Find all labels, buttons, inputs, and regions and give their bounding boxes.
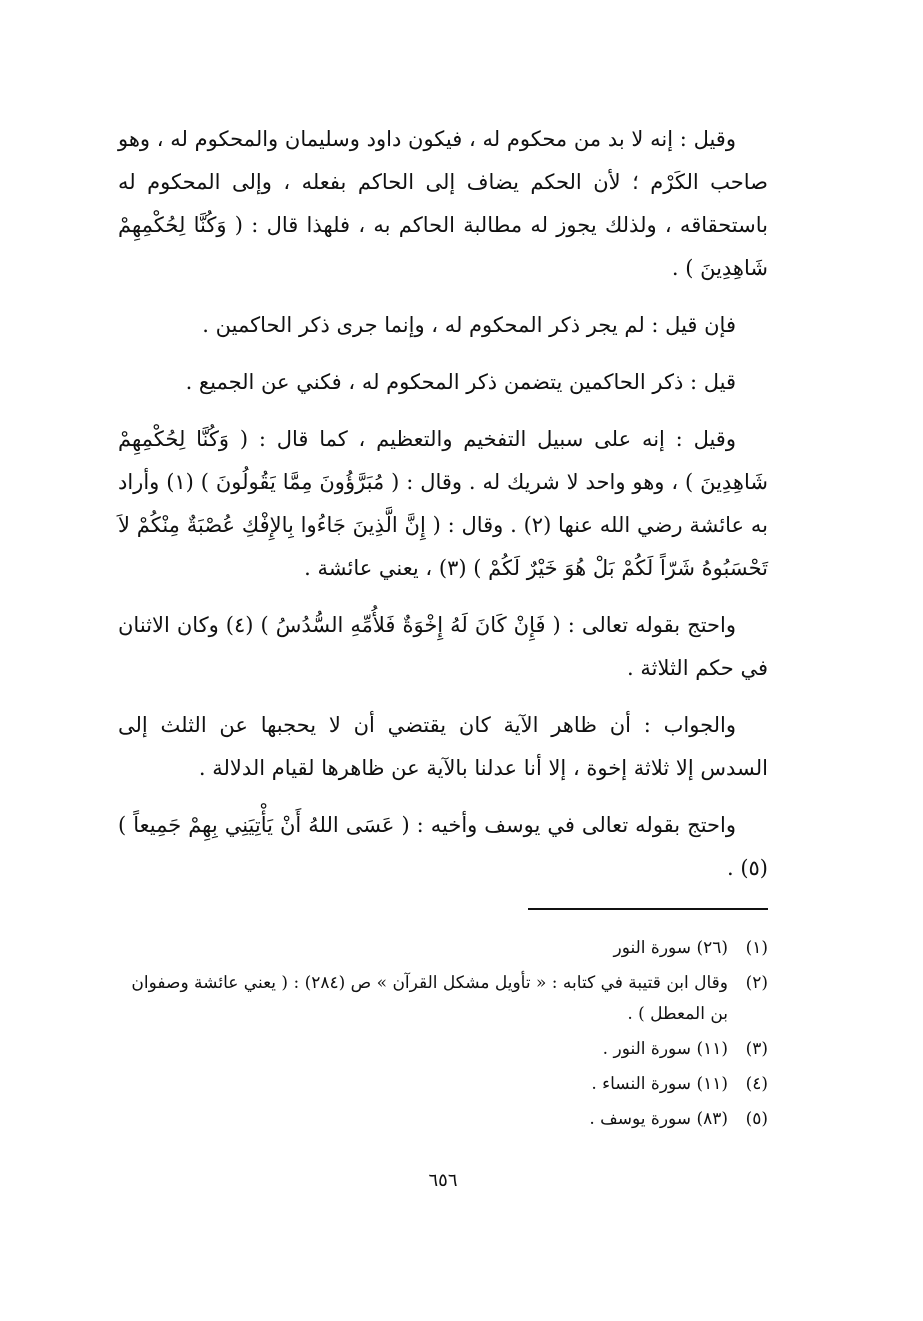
- paragraph: قيل : ذكر الحاكمين يتضمن ذكر المحكوم له ، فكني عن الجميع .: [185, 370, 736, 394]
- footnote-text: (٨٣) سورة يوسف .: [589, 1109, 728, 1129]
- footnote-number: (٥): [745, 1109, 768, 1129]
- paragraph: واحتج بقوله تعالى في يوسف وأخيه : ( عَسَى اللهُ أَنْ يَأْتِيَنِي بِهِمْ جَمِيعاً ) (٥) .: [118, 813, 768, 880]
- footnote: [118, 933, 768, 964]
- footnote: [118, 1069, 768, 1100]
- footnote-number: (١): [745, 938, 768, 958]
- footnote: [118, 1104, 768, 1135]
- footnote-text: وقال ابن قتيبة في كتابه : « تأويل مشكل القرآن » ص (٢٨٤) : ( يعني عائشة وصفوان بن المعطل ) .: [131, 973, 728, 1024]
- footnote-number: (٤): [745, 1074, 768, 1094]
- page: [118, 118, 768, 1218]
- footnote-separator: [528, 908, 768, 910]
- paragraph: فإن قيل : لم يجر ذكر المحكوم له ، وإنما جرى ذكر الحاكمين .: [202, 313, 736, 337]
- footnotes: [118, 933, 768, 1139]
- footnote-number: (٣): [745, 1039, 768, 1059]
- footnote-text: (٢٦) سورة النور: [613, 938, 728, 958]
- paragraph: واحتج بقوله تعالى : ( فَإِنْ كَانَ لَهُ إِخْوَةٌ فَلأُمِّهِ السُّدُسُ ) (٤) وكان الاثنان في حكم الثلاثة .: [118, 613, 768, 680]
- footnote: [118, 968, 768, 1030]
- footnote-text: (١١) سورة النور .: [602, 1039, 728, 1059]
- footnote-text: (١١) سورة النساء .: [591, 1074, 728, 1094]
- footnote: [118, 1034, 768, 1065]
- footnote-number: (٢): [745, 973, 768, 993]
- paragraph: والجواب : أن ظاهر الآية كان يقتضي أن لا يحجبها عن الثلث إلى السدس إلا ثلاثة إخوة ، إلا أنا عدلنا بالآية عن ظاهرها لقيام الدلالة .: [118, 713, 768, 780]
- paragraph: وقيل : إنه على سبيل التفخيم والتعظيم ، كما قال : ( وَكُنَّا لِحُكْمِهِمْ شَاهِدِينَ ) ، وهو واحد لا شريك له . وقال : ( مُبَرَّؤُونَ مِمَّا يَقُولُونَ ) (١) وأراد به عائشة رضي الله عنها (٢) . وقال : ( إِنَّ الَّذِينَ جَاءُوا بِالإِفْكِ عُصْبَةٌ مِنْكُمْ لاَ تَحْسَبُوهُ شَرّاً لَكُمْ بَلْ هُوَ خَيْرٌ لَكُمْ ) (٣) ، يعني عائشة .: [118, 427, 768, 580]
- paragraph: وقيل : إنه لا بد من محكوم له ، فيكون داود وسليمان والمحكوم له ، وهو صاحب الكَرْم ؛ لأن الحكم يضاف إلى الحاكم بفعله ، وإلى المحكوم له باستحقاقه ، ولذلك يجوز له مطالبة الحاكم به ، فلهذا قال : ( وَكُنَّا لِحُكْمِهِمْ شَاهِدِينَ ) .: [118, 127, 768, 280]
- page-number: ٦٥٦: [428, 1170, 458, 1191]
- main-text: [118, 118, 768, 890]
